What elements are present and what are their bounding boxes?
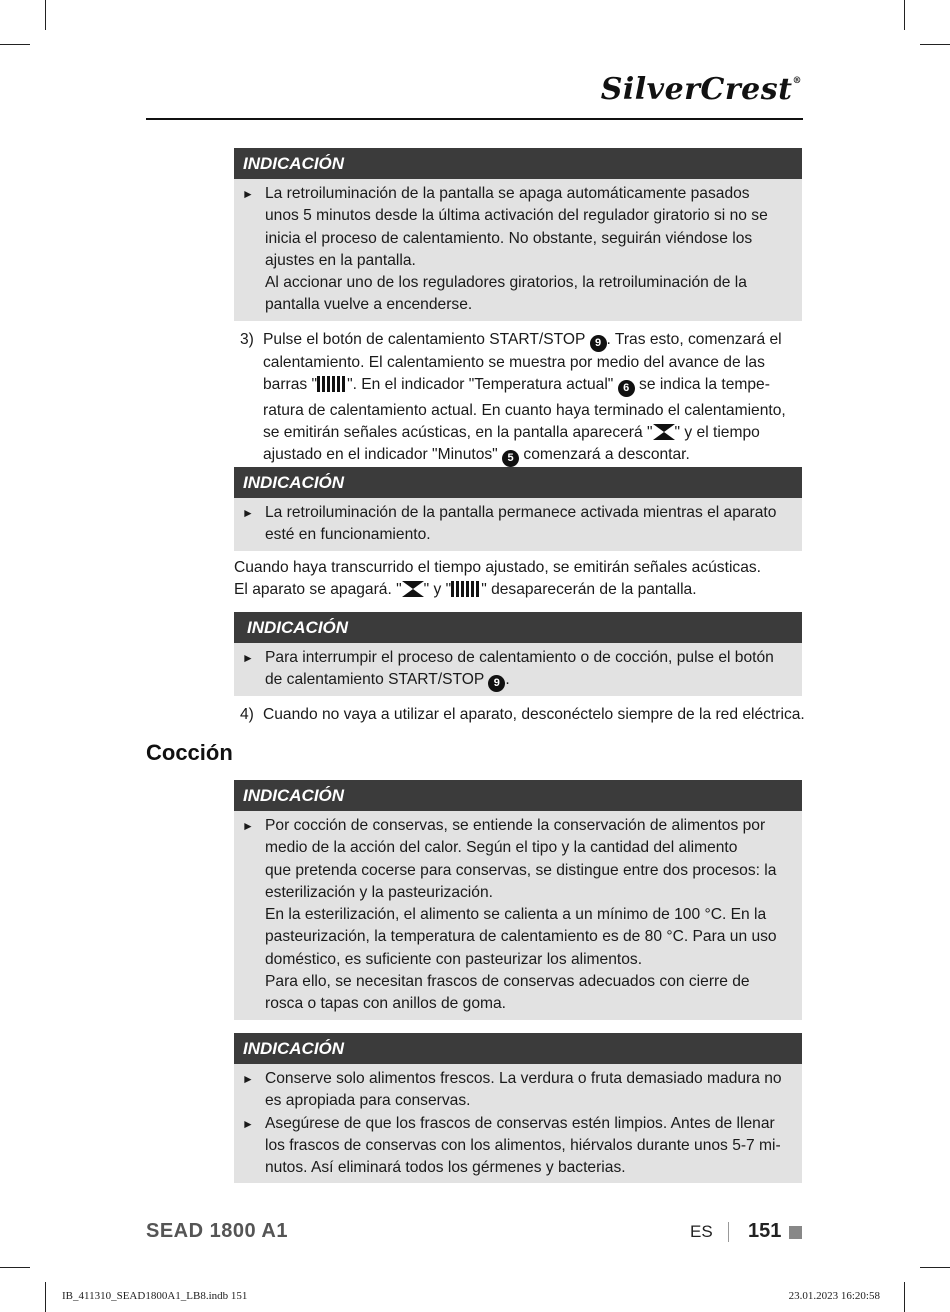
text-line: rosca o tapas con anillos de goma. [265,995,506,1013]
text-line: Asegúrese de que los frascos de conservas estén limpios. Antes de llenar [265,1114,775,1132]
arrow-bullet-icon: ► [242,506,254,520]
text-line: es apropiada para conservas. [265,1092,471,1110]
text-line: Cuando no vaya a utilizar el aparato, desconéctelo siempre de la red eléctrica. [263,706,805,723]
text-line: ratura de calentamiento actual. En cuanto haya terminado el calentamiento, [263,401,786,419]
brand-logo: SilverCrest® [600,72,802,107]
crop-mark [0,1267,30,1268]
text-line: barras " ". En el indicador "Temperatura actual" 6 se indica la tempe- [263,374,786,399]
text-line: Conserve solo alimentos frescos. La verdura o fruta demasiado madura no [265,1070,782,1087]
text-line: Para interrumpir el proceso de calentamiento o de cocción, pulse el botón [265,649,774,666]
note-box [234,148,802,321]
text-line: Para ello, se necesitan frascos de conservas adecuados con cierre de [265,973,750,991]
header-rule [146,118,803,120]
text-line: que pretenda cocerse para conservas, se distingue entre dos procesos: la [265,861,777,879]
hourglass-icon [402,581,424,597]
note-box [234,612,802,696]
section-title: Cocción [146,740,233,765]
reference-number-badge: 5 [502,450,519,467]
arrow-bullet-icon: ► [242,1116,254,1131]
step-number: 4) [240,706,254,723]
page-number: 151 [748,1220,782,1242]
print-datetime: 23.01.2023 16:20:58 [788,1290,880,1302]
hourglass-icon [653,424,675,440]
text-line: Pulse el botón de calentamiento START/STOP 9 . Tras esto, comenzará el [263,329,786,352]
text-line: unos 5 minutos desde la última activación del regulador giratorio si no se [265,207,768,225]
text-line: El aparato se apagará. " " y " " desaparecerán de la pantalla. [234,579,761,604]
text-line: Al accionar uno de los reguladores giratorios, la retroiluminación de la [265,274,747,292]
crop-mark [920,44,950,45]
arrow-bullet-icon: ► [242,1072,254,1086]
bullet-item [242,183,792,317]
step-4 [240,704,805,726]
note-box [234,780,802,1020]
reference-number-badge: 6 [618,380,635,397]
crop-mark [904,1282,905,1312]
text-line: La retroiluminación de la pantalla se apaga automáticamente pasados [265,185,750,202]
text-line: de calentamiento START/STOP 9 . [265,669,792,692]
text-line: esté en funcionamiento. [265,526,431,544]
note-heading: INDICACIÓN [234,148,802,179]
bullet-item [242,502,792,547]
text-line: medio de la acción del calor. Según el tipo y la cantidad del alimento [265,839,738,857]
crop-mark [45,0,46,30]
text-line: doméstico, es suficiente con pasteurizar los alimentos. [265,950,643,968]
footer-language: ES [690,1222,713,1241]
text-line: La retroiluminación de la pantalla permanece activada mientras el aparato [265,504,777,521]
bullet-item [242,1068,792,1113]
text-line: Por cocción de conservas, se entiende la conservación de alimentos por [265,817,766,834]
text-line: ajustado en el indicador "Minutos" 5 comenzará a descontar. [263,444,786,467]
arrow-bullet-icon: ► [242,651,254,665]
paragraph [234,557,761,605]
footer-model: SEAD 1800 A1 [146,1220,288,1242]
arrow-bullet-icon: ► [242,187,254,201]
note-heading: INDICACIÓN [234,780,802,811]
square-marker-icon [789,1226,802,1239]
bullet-item [242,815,792,1016]
bullet-item [242,647,792,692]
text-line: pasteurización, la temperatura de calentamiento es de 80 °C. Para un uso [265,928,777,946]
step-number: 3) [240,331,254,348]
text-line: se emitirán señales acústicas, en la pantalla aparecerá " " y el tiempo [263,423,760,441]
reference-number-badge: 9 [488,675,505,692]
crop-mark [0,44,30,45]
note-box [234,1033,802,1183]
text-line: esterilización y la pasteurización. [265,883,493,901]
text-line: ajustes en la pantalla. [265,251,416,269]
text-line: calentamiento. El calentamiento se muestra por medio del avance de las [263,354,765,371]
crop-mark [904,0,905,30]
bullet-item [242,1113,792,1180]
arrow-bullet-icon: ► [242,819,254,833]
step-3 [240,329,786,467]
text-line: Cuando haya transcurrido el tiempo ajustado, se emitirán señales acústicas. [234,559,762,576]
note-heading: INDICACIÓN [234,612,802,643]
progress-bars-icon [317,376,347,399]
reference-number-badge: 9 [590,335,607,352]
progress-bars-icon [451,581,481,604]
crop-mark [920,1267,950,1268]
text-line: nutos. Así eliminará todos los gérmenes y bacterias. [265,1159,626,1177]
footer-separator [728,1222,729,1242]
text-line: pantalla vuelve a encenderse. [265,296,473,314]
print-file-info: IB_411310_SEAD1800A1_LB8.indb 151 [62,1290,248,1302]
crop-mark [45,1282,46,1312]
text-line: inicia el proceso de calentamiento. No obstante, seguirán viéndose los [265,229,753,247]
text-line: los frascos de conservas con los alimentos, hiérvalos durante unos 5-7 mi- [265,1136,781,1154]
note-heading: INDICACIÓN [234,467,802,498]
note-box [234,467,802,551]
text-line: En la esterilización, el alimento se calienta a un mínimo de 100 °C. En la [265,906,767,924]
note-heading: INDICACIÓN [234,1033,802,1064]
